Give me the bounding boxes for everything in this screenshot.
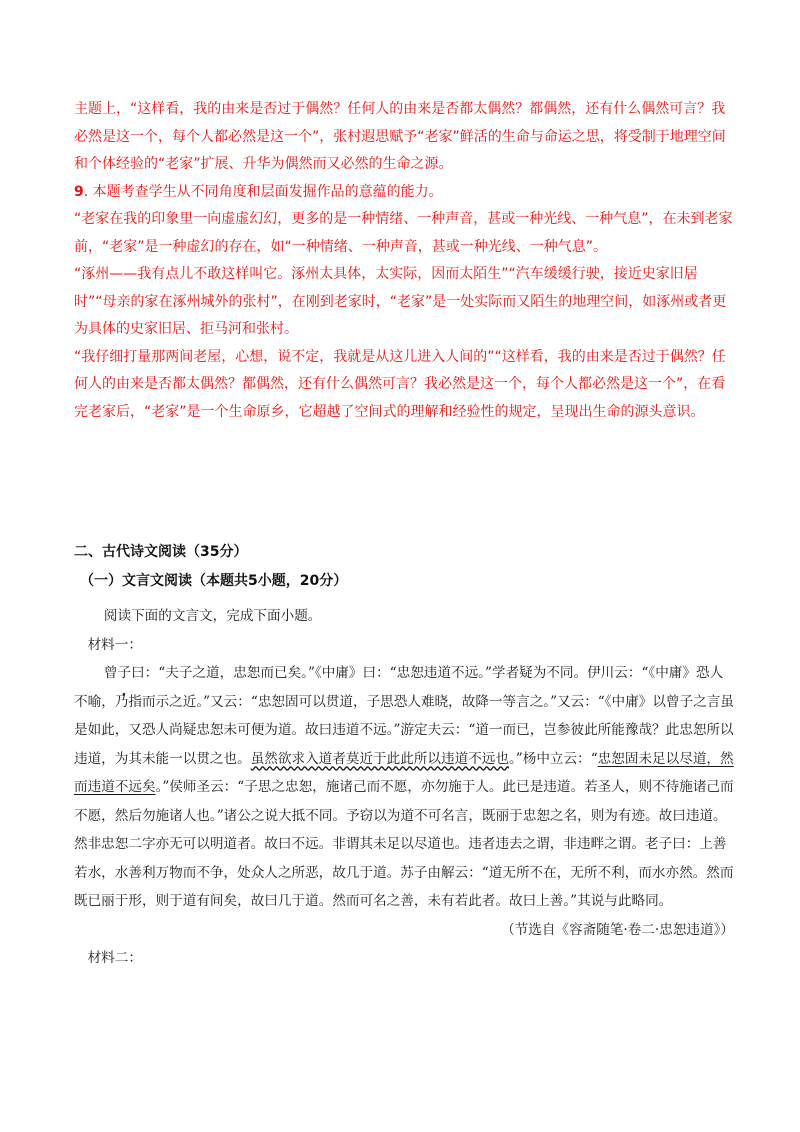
underlined-sentence: 忠恕固未足以尽道，然而违道不远矣 — [74, 750, 734, 795]
question-9-heading — [74, 179, 734, 207]
instruction: 阅读下面的文言文，完成下面小题。 — [103, 608, 322, 624]
answer-paragraph-arrival: “涿州——我有点儿不敢这样叫它。涿州太具体，太实际，因而太陌生”“汽车缓缓行驶，接近史家旧居时”“母亲的家在涿州城外的张村”，在刚到老家时，“老家”是一处实际而又陌生的地理空间，如涿州或者更为具体的史家旧居、拒马河和张村。 — [74, 266, 727, 337]
emphasis-dot-char: · 喻 — [88, 694, 102, 710]
classical-passage — [74, 602, 734, 973]
passage-text: 畔之谓。老子曰：上善若水，水善利万物而不争，处众人之所恶，故几于道。苏子由解云：“道无所不在，无所不利，而水亦然。然而既已丽于形，则于道有间矣，故曰几于道。然而可名之善，未有若此者。故曰上善。”其说与此略同。 — [74, 836, 734, 909]
passage-text: 。”杨中立云：“ — [509, 750, 598, 767]
question-number: 9 — [74, 183, 84, 200]
answer-explanation — [74, 96, 734, 426]
wavy-underlined-sentence: 虽然欲求入道者莫近于此此所以违道不远也 — [250, 750, 509, 767]
passage-text: 。”侯师圣云：“子思之忠恕，施诸己而不愿，亦勿施于人。此已是违道。若圣人，则不待施诸己而不愿，然后勿施诸人也。”诸公之说大抵不同。予窃以为道不可名言，既丽于忠恕之名，则为有迹。故曰违道。然非忠恕二字亦无可以明道者。故曰不远。非谓其未足以尽道也。违者违去之谓，非违 — [74, 779, 734, 852]
material-2-label: 材料二： — [87, 950, 142, 966]
section-title: 二、古代诗文阅读（35分） — [74, 544, 248, 560]
passage-text: 曾子曰：“夫子之道，忠恕而已矣。”《中庸》曰：“忠恕违道不远。”学者疑为不同。伊川云：“《中庸》恐人不 — [74, 665, 724, 710]
subsection-title: （一）文言文阅读（本题共5小题，20分） — [80, 573, 348, 589]
passage-paragraph — [74, 659, 734, 916]
passage-text: ，乃指而示之近。”又云：“忠恕固可以贯道，子思恐人难晓，故降一等言之。”又云：“《中庸》以曾子之言虽是如此，又恐人尚疑忠恕未可便为道。故曰违道不远。”游定夫云：“道一而已，岂参彼此所能豫哉？此忠恕所以违道，为其未能一以贯之也。 — [74, 693, 734, 767]
answer-paragraph-before: “老家在我的印象里一向虚虚幻幻，更多的是一种情绪、一种声音，甚或一种光线、一种气息”，在未到老家前，“老家”是一种虚幻的存在，如“一种情绪、一种声音，甚或一种光线、一种气息”。 — [74, 211, 733, 255]
answer-paragraph-theme: 主题上，“这样看，我的由来是否过于偶然？任何人的由来是否都太偶然？都偶然，还有什么偶然可言？我必然是这一个，每个人都必然是这一个”，张村遐思赋予“老家”鲜活的生命与命运之思，将受制于地理空间和个体经验的“老家”扩展、升华为偶然而又必然的生命之源。 — [74, 101, 726, 172]
material-1-label: 材料一： — [87, 636, 142, 653]
question-9-text: . 本题考查学生从不同角度和层面发掘作品的意蕴的能力。 — [83, 183, 443, 200]
answer-paragraph-after: “我仔细打量那两间老屋，心想，说不定，我就是从这儿进入人间的”“这样看，我的由来是否过于偶然？任何人的由来是否都太偶然？都偶然，还有什么偶然可言？我必然是这一个，每个人都必然是这一个”，在看完老家后，“老家”是一个生命原乡，它超越了空间式的理解和经验性的规定，呈现出生命的源头意识。 — [74, 348, 726, 420]
passage-source: （节选自《容斋随笔·卷二·忠恕违道》） — [501, 921, 734, 938]
